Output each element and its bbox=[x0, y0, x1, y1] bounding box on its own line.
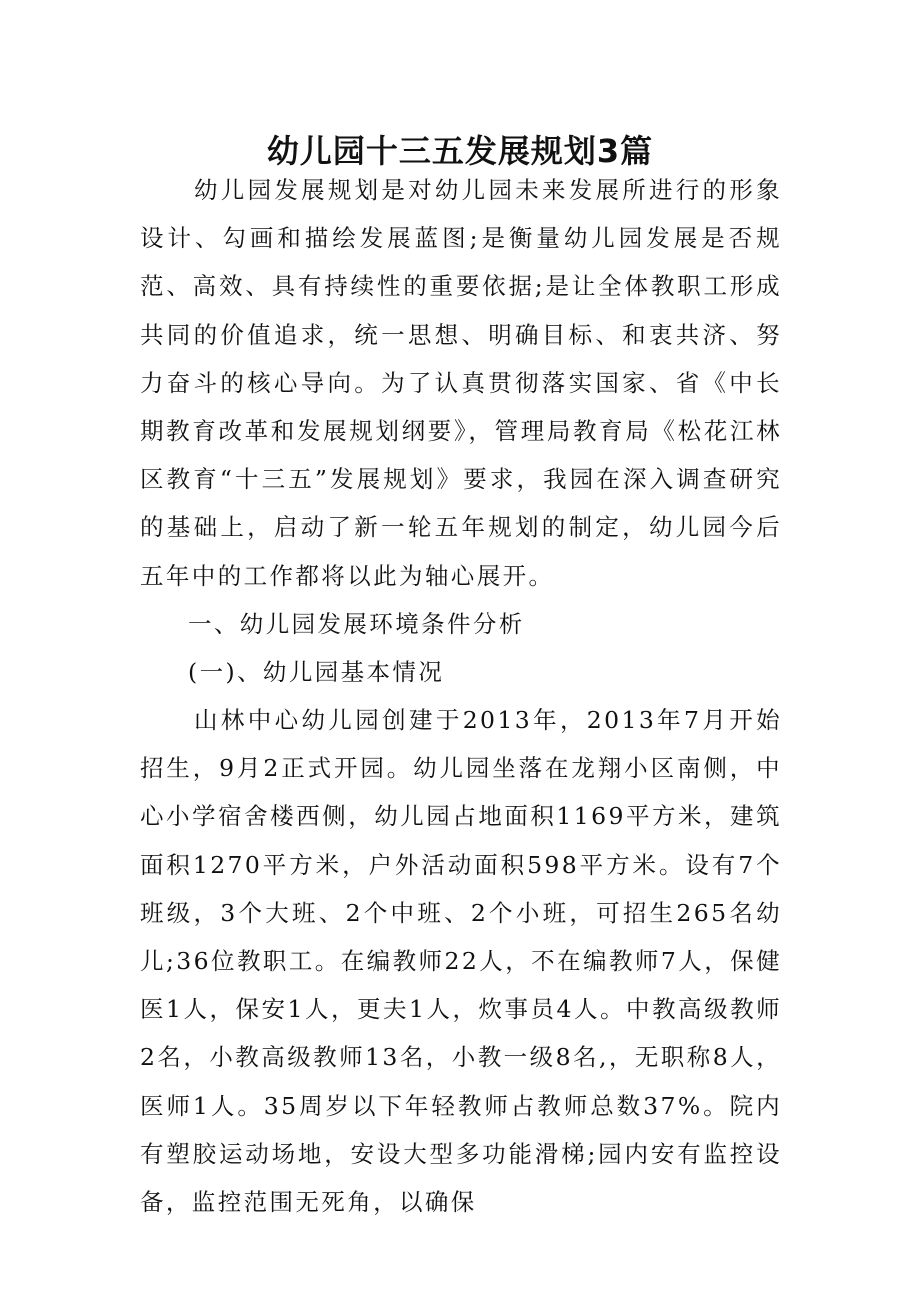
subsection-heading: (一)、幼儿园基本情况 bbox=[188, 658, 445, 686]
basic-info-paragraph-block bbox=[140, 696, 782, 1226]
section-heading: 一、幼儿园发展环境条件分析 bbox=[188, 610, 525, 638]
basic-info-paragraph: 山林中心幼儿园创建于2013年，2013年7月开始招生，9月2正式开园。幼儿园坐落在龙翔小区南侧，中心小学宿舍楼西侧，幼儿园占地面积1169平方米，建筑面积1270平方米，户外活动面积598平方米。设有7个班级，3个大班、2个中班、2个小班，可招生265名幼儿;36位教职工。在编教师22人，不在编教师7人，保健医1人，保安1人，更夫1人，炊事员4人。中教高级教师2名，小教高级教师13名，小教一级8名,，无职称8人，医师1人。35周岁以下年轻教师占教师总数37%。院内有塑胶运动场地，安设大型多功能滑梯;园内安有监控设备，监控范围无死角，以确保 bbox=[140, 706, 782, 1217]
document-title: 幼儿园十三五发展规划3篇 bbox=[266, 132, 654, 171]
intro-paragraph-block bbox=[140, 166, 782, 600]
intro-paragraph: 幼儿园发展规划是对幼儿园未来发展所进行的形象设计、勾画和描绘发展蓝图;是衡量幼儿园发展是否规范、高效、具有持续性的重要依据;是让全体教职工形成共同的价值追求，统一思想、明确目标、和衷共济、努力奋斗的核心导向。为了认真贯彻落实国家、省《中长期教育改革和发展规划纲要》，管理局教育局《松花江林区教育“十三五”发展规划》要求，我园在深入调查研究的基础上，启动了新一轮五年规划的制定，幼儿园今后五年中的工作都将以此为轴心展开。 bbox=[140, 176, 782, 590]
